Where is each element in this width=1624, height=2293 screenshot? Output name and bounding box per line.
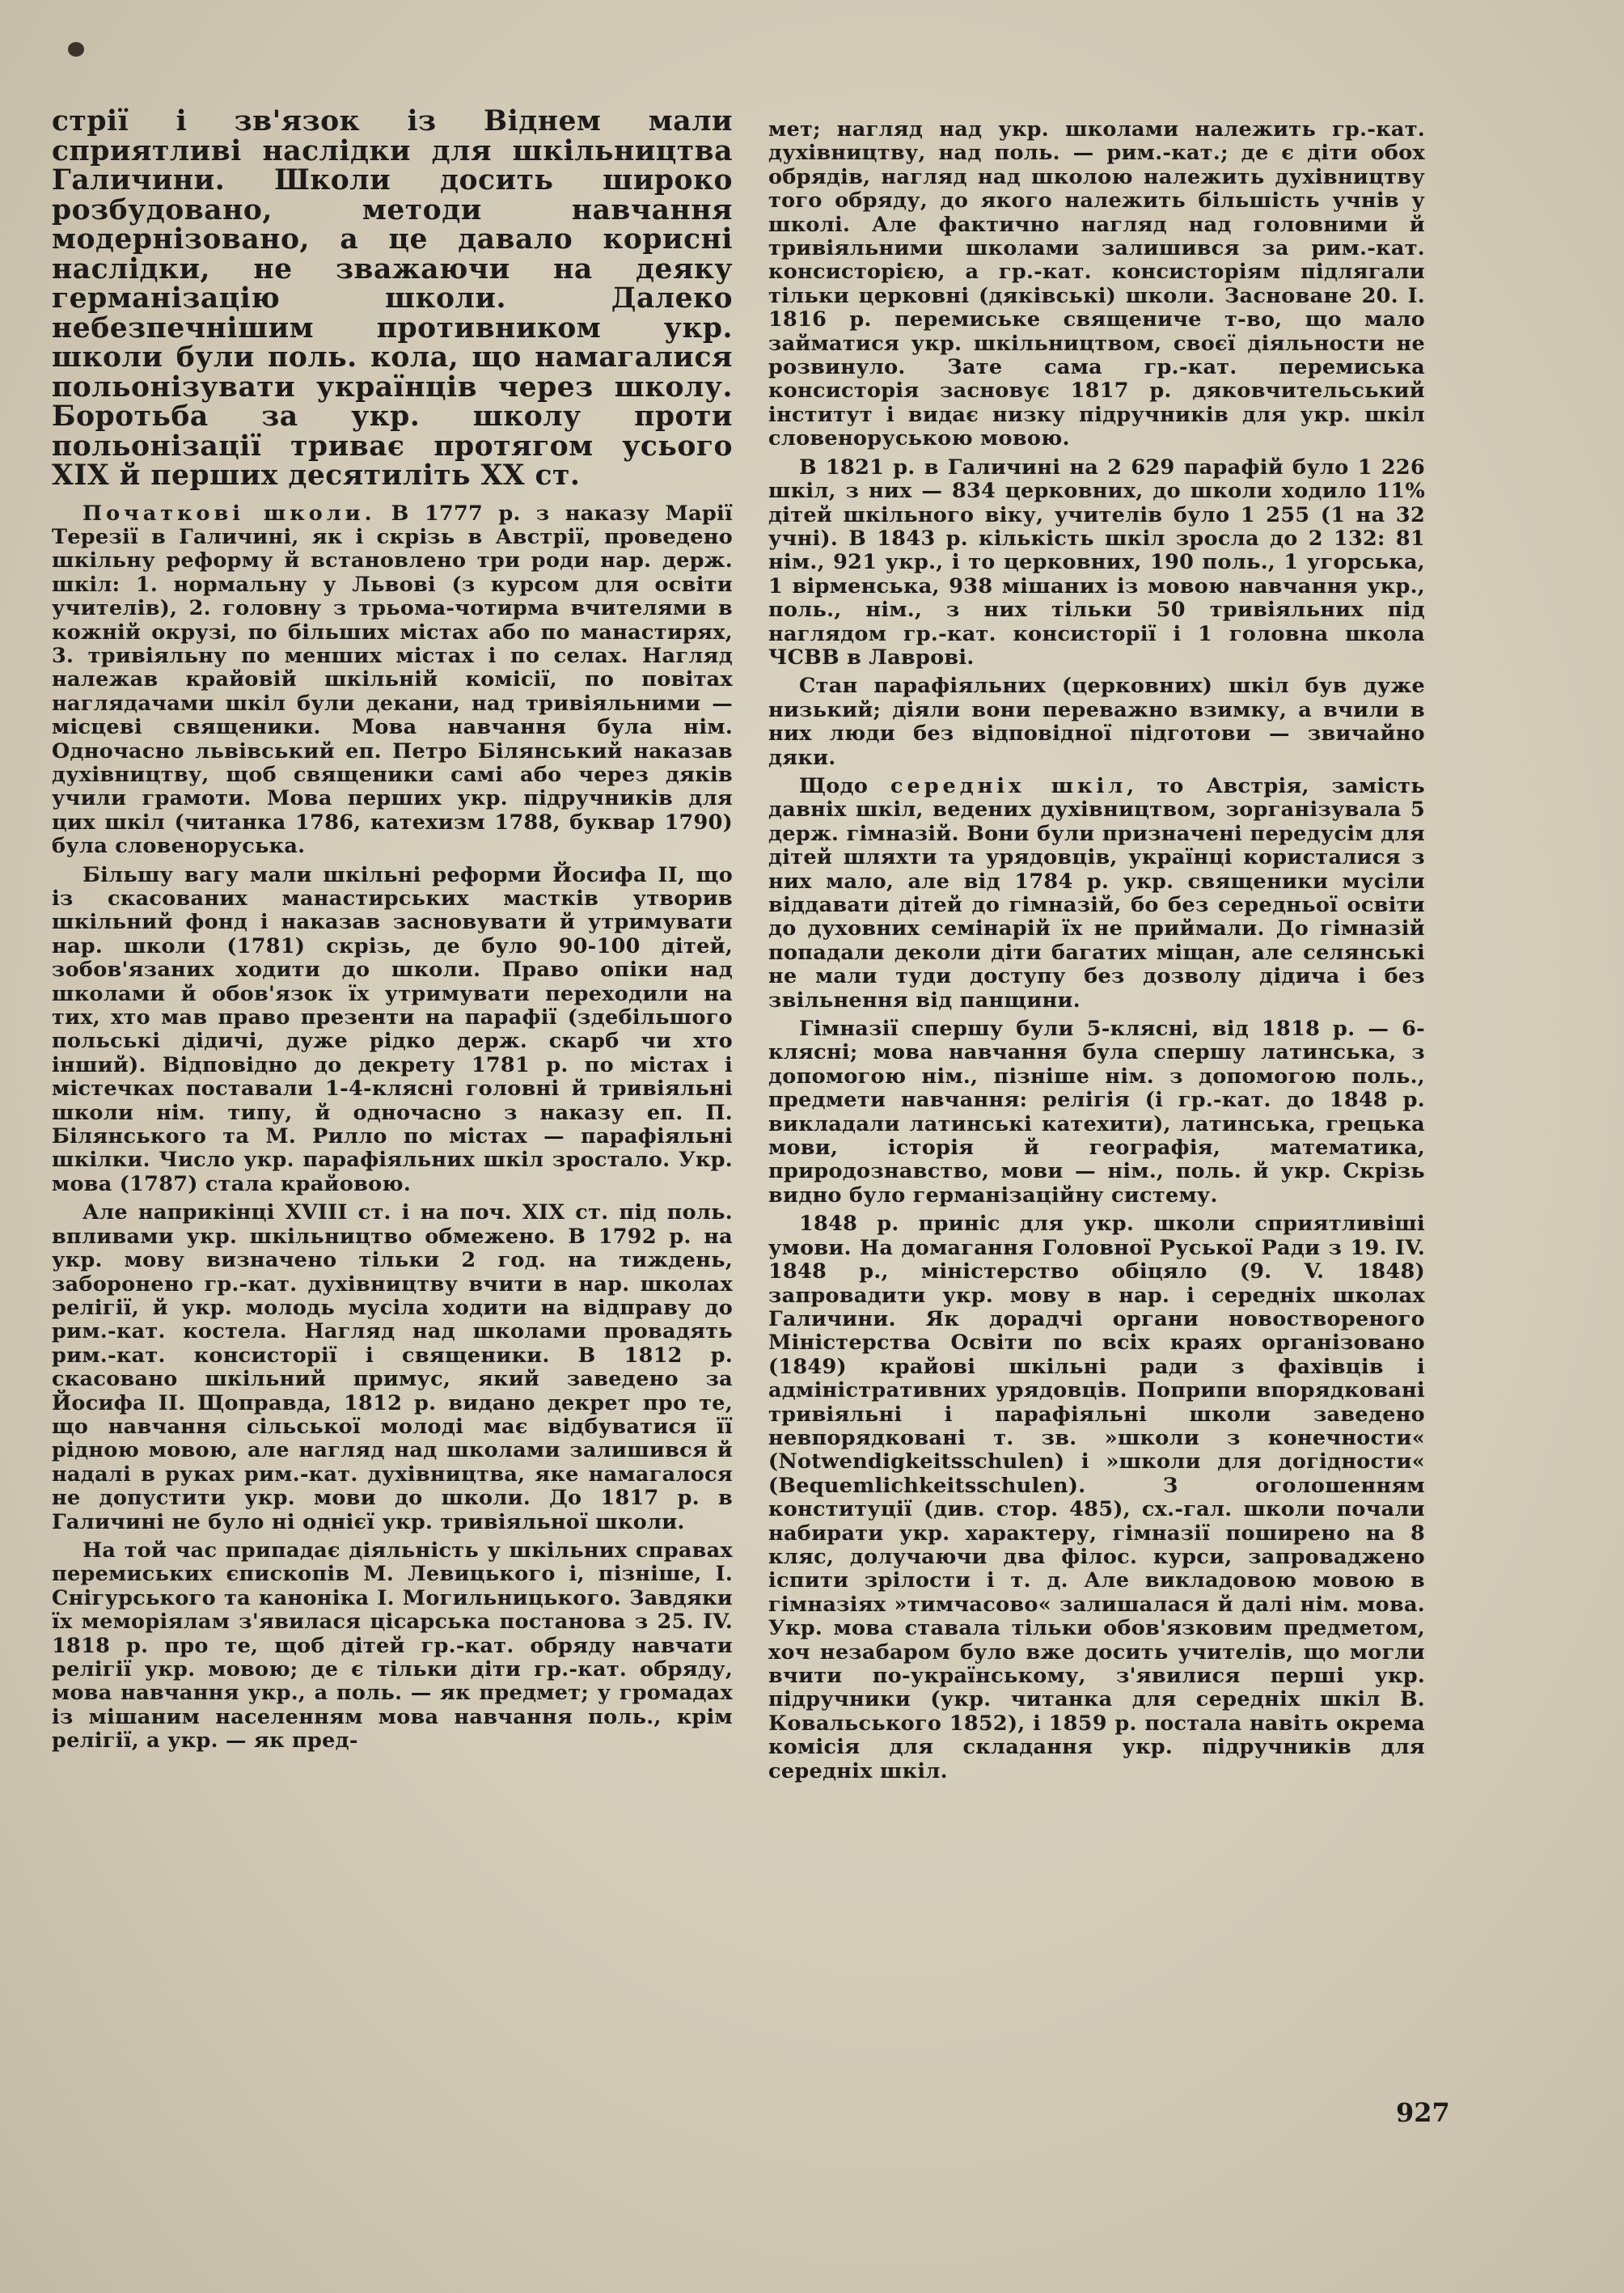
paragraph-restrictions: Але наприкінці XVIII ст. і на поч. XIX ст. під поль. впливами укр. шкільництво обмежено. В 1792 р. на укр. мову визначено тільки 2 год. на тиждень, заборонено гр.-кат. духівництву вчити в нар. школах релігії, й укр. молодь мусіла ходити на відправу до рим.-кат. костела. Нагляд над школами провадять рим.-кат. консисторії і священики. В 1812 р. скасовано шкільний примус, який заведено за Йосифа II. Щоправда, 1812 р. видано декрет про те, що навчання сільської молоді має відбуватися її рідною мовою, але нагляд над школами залишився й надалі в руках рим.-кат. духівництва, яке намагалося не допустити укр. мови до школи. До 1817 р. в Галичині не було ні однієї укр. тривіяльної школи. <box>52 1200 733 1534</box>
left-column <box>52 107 733 1754</box>
lead-paragraph: стрії і зв'язок із Віднем мали сприятливі наслідки для шкільництва Галичини. Школи досить широко розбудовано, методи навчання модернізовано, а це давало корисні наслідки, не зважаючи на деяку германізацію школи. Далеко небезпечнішим противником укр. школи були поль. кола, що намагалися польонізувати українців через школу. Боротьба за укр. школу проти польонізації триває протягом усього XIX й перших десятиліть XX ст. <box>52 105 733 492</box>
paragraph-continuation: мет; нагляд над укр. школами належить гр.-кат. духівництву, над поль. — рим.-кат.; де є діти обох обрядів, нагляд над школою належить духівництву того обряду, до якого належить більшість учнів у школі. Але фактично нагляд над головними й тривіяльними школами залишився за рим.-кат. консисторією, а гр.-кат. консисторіям підлягали тільки церковні (дяківські) школи. Засноване 20. І. 1816 р. перемиське священиче т-во, що мало займатися укр. шкільництвом, своєї діяльности не розвинуло. Зате сама гр.-кат. перемиська консисторія засновує 1817 р. дяковчительський інститут і видає низку підручників для укр. шкіл словеноруською мовою. <box>768 117 1425 451</box>
ink-spot <box>68 42 84 57</box>
paragraph-1848: 1848 р. приніс для укр. школи сприятливіші умови. На домагання Головної Руської Ради з 19. IV. 1848 р., міністерство обіцяло (9. V. 1848) запровадити укр. мову в нар. і середніх школах Галичини. Як дорадчі органи новоствореного Міністерства Освіти по всіх краях організовано (1849) крайові шкільні ради з фахівців і адміністративних урядовців. Поприпи впорядковані тривіяльні і парафіяльні школи заведено невпорядковані т. зв. »школи з конечности« (Notwendigkeitsschulen) і »школи для догідности« (Bequemlichkeitsschulen). З оголошенням конституції (див. стор. 485), сх.-гал. школи почали набирати укр. характеру, гімназії поширено на 8 кляс, долучаючи два філос. курси, запроваджено іспити зрілости і т. д. Але викладовою мовою в гімназіях »тимчасово« залишалася й далі нім. мова. Укр. мова ставала тільки обов'язковим предметом, хоч незабаром було вже досить учителів, що могли вчити по-українському, з'явилися перші укр. підручники (укр. читанка для середніх шкіл В. Ковальського 1852), і 1859 р. постала навіть окрема комісія для складання укр. підручників для середніх шкіл. <box>768 1212 1425 1783</box>
section-heading-primary-schools: Початкові школи. <box>82 501 376 526</box>
left-body <box>52 502 733 1754</box>
right-body <box>768 118 1425 1783</box>
paragraph-parish-schools: Стан парафіяльних (церковних) шкіл був дуже низький; діяли вони переважно взимку, а вчили в них люди без відповідної підготови — звичайно дяки. <box>768 674 1425 770</box>
paragraph-text: В 1777 р. з наказу Марії Терезії в Галичині, як і скрізь в Австрії, проведено шкільну реформу й встановлено три роди нар. держ. шкіл: 1. нормальну у Львові (з курсом для освіти учителів), 2. головну з трьома-чотирма вчителями в кожній окрузі, по більших містах або по манастирях, 3. тривіяльну по менших містах і по селах. Нагляд належав крайовій шкільній комісії, по повітах наглядачами шкіл були декани, над тривіяльними — місцеві священики. Мова навчання була нім. Одночасно львівський еп. Петро Білянський наказав духівництву, щоб священики самі або через дяків учили грамоти. Мова перших укр. підручників для цих шкіл (читанка 1786, катехизм 1788, буквар 1790) була словеноруська. <box>52 501 733 859</box>
paragraph-prefix: Щодо <box>799 773 890 798</box>
paragraph-joseph-reforms: Більшу вагу мали шкільні реформи Йосифа II, що із скасованих манастирських мастків утворив шкільний фонд і наказав засновувати й утримувати нар. школи (1781) скрізь, де було 90-100 дітей, зобов'язаних ходити до школи. Право опіки над школами й обов'язок їх утримувати переходили на тих, хто мав право презенти на парафії (здебільшого польські дідичі, дуже рідко держ. скарб чи хто інший). Відповідно до декрету 1781 р. по містах і містечках поставали 1-4-клясні головні й тривіяльні школи нім. типу, й одночасно з наказу еп. П. Білянського та М. Рилло по містах — парафіяльні шкілки. Число укр. парафіяльних шкіл зростало. Укр. мова (1787) стала крайовою. <box>52 862 733 1196</box>
lead-block <box>52 107 733 491</box>
paragraph-statistics: В 1821 р. в Галичині на 2 629 парафій було 1 226 шкіл, з них — 834 церковних, до школи ходило 11% дітей шкільного віку, учителів було 1 255 (1 на 32 учні). В 1843 р. кількість шкіл зросла до 2 132: 81 нім., 921 укр., і то церковних, 190 поль., 1 угорська, 1 вірменська, 938 мішаних із мовою навчання укр., поль., нім., з них тільки 50 тривіяльних під наглядом гр.-кат. консисторії і 1 головна школа ЧСВВ в Лаврові. <box>768 455 1425 670</box>
page-number: 927 <box>1396 2097 1450 2128</box>
paragraph-primary-schools <box>52 502 733 859</box>
paragraph-text: , то Австрія, замість давніх шкіл, ведених духівництвом, зорганізувала 5 держ. гімназій. Вони були призначені передусім для дітей шляхти та урядовців, українці користалися з них мало, але від 1784 р. укр. священики мусіли віддавати дітей до гімназій, бо без середньої освіти до духовних семінарій їх не приймали. До гімназій попадали деколи діти багатих міщан, але селянські не мали туди доступу без дозволу дідича і без звільнення від панщини. <box>768 773 1425 1013</box>
right-column <box>768 107 1425 1783</box>
paragraph-bishops: На той час припадає діяльність у шкільних справах перемиських єпископів М. Левицького і, пізніше, І. Снігурського та каноніка І. Могильницького. Завдяки їх меморіялам з'явилася цісарська постанова з 25. IV. 1818 р. про те, щоб дітей гр.-кат. обряду навчати релігії укр. мовою; де є тільки діти гр.-кат. обряду, мова навчання укр., а поль. — як предмет; у громадах із мішаним населенням мова навчання поль., крім релігії, а укр. — як пред- <box>52 1538 733 1754</box>
paragraph-gymnasiums: Гімназії спершу були 5-клясні, від 1818 р. — 6-клясні; мова навчання була спершу латинська, з допомогою нім., пізніше нім. з допомогою поль., предмети навчання: релігія (і гр.-кат. до 1848 р. викладали латинські катехити), латинська, грецька мови, історія й географія, математика, природознавство, мови — нім., поль. й укр. Скрізь видно було германізаційну систему. <box>768 1017 1425 1208</box>
paragraph-secondary-schools <box>768 775 1425 1013</box>
section-heading-secondary-schools: середніх шкіл <box>890 773 1127 798</box>
